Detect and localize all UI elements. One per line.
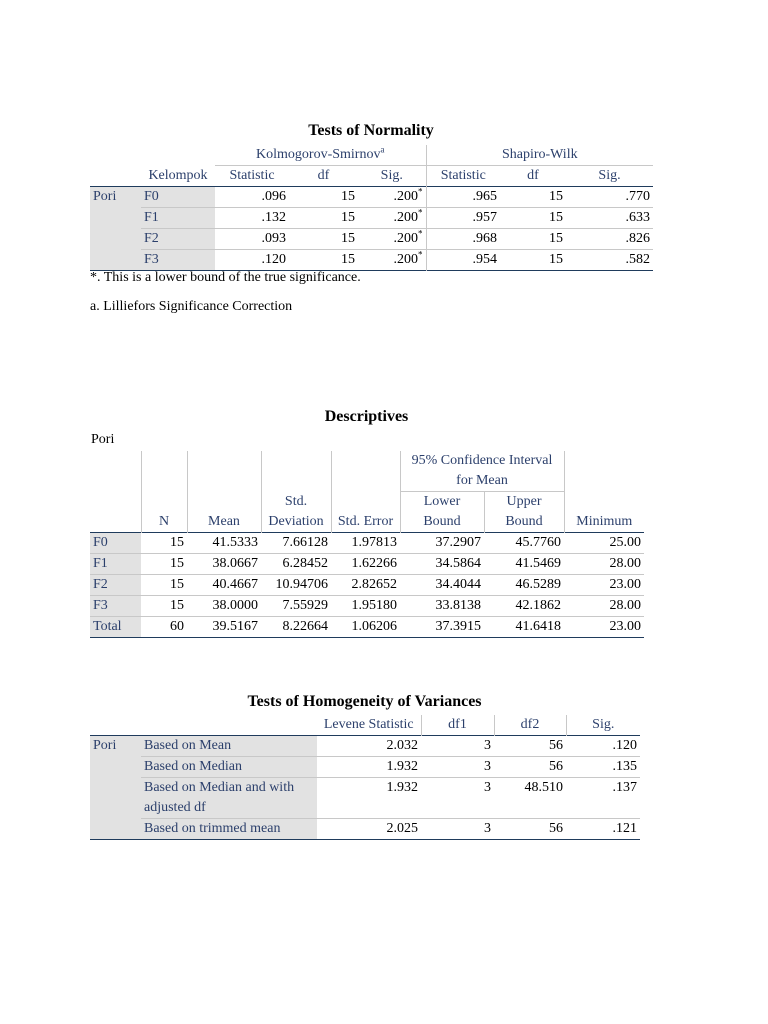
- cell: 15: [341, 231, 355, 246]
- col-header: Std.: [261, 492, 331, 513]
- row-label: F0: [90, 533, 141, 554]
- table-row: [90, 554, 644, 575]
- col-header: Sig.: [566, 715, 640, 736]
- col-header: df1: [421, 715, 494, 736]
- cell: 15: [170, 556, 184, 571]
- row-label: Pori: [90, 736, 141, 840]
- col-header: Sig.: [566, 166, 653, 187]
- col-header: Std. Error: [331, 512, 400, 533]
- cell: 6.28452: [282, 556, 328, 571]
- table-row: [90, 187, 653, 208]
- cell: .200*: [393, 186, 423, 204]
- cell: 7.66128: [282, 535, 328, 550]
- homogeneity-table: [90, 715, 640, 840]
- col-header: Minimum: [564, 512, 644, 533]
- col-header: Bound: [400, 512, 484, 533]
- table-row: [90, 533, 644, 554]
- cell: 3: [484, 780, 491, 795]
- cell: 34.5864: [435, 556, 481, 571]
- cell: .120: [261, 252, 286, 267]
- cell: 10.94706: [275, 577, 328, 592]
- ci-header: for Mean: [400, 471, 564, 492]
- cell: .120: [612, 738, 637, 753]
- cell: 2.032: [386, 738, 418, 753]
- cell: 28.00: [609, 556, 642, 571]
- cell: 2.82652: [351, 577, 397, 592]
- group-label: F3: [141, 250, 215, 271]
- col-header: df2: [494, 715, 566, 736]
- sw-header: Shapiro-Wilk: [426, 145, 653, 166]
- cell: 15: [549, 189, 563, 204]
- cell: 15: [170, 577, 184, 592]
- cell: 37.3915: [435, 619, 481, 634]
- cell: 1.95180: [351, 598, 397, 613]
- table-row: [90, 250, 653, 271]
- col-header: N: [141, 512, 187, 533]
- group-label: F1: [141, 208, 215, 229]
- desc-header-row-3: [90, 492, 644, 513]
- cell: 1.06206: [351, 619, 397, 634]
- cell: 15: [549, 252, 563, 267]
- footnote-lilliefors: a. Lilliefors Significance Correction: [90, 299, 293, 314]
- cell: 46.5289: [515, 577, 562, 592]
- row-label: F1: [90, 554, 141, 575]
- cell: .826: [625, 231, 651, 246]
- cell: 56: [549, 759, 563, 774]
- cell: .137: [612, 780, 637, 795]
- col-header: df: [500, 166, 566, 187]
- cell: 7.55929: [282, 598, 328, 613]
- cell: 48.510: [524, 780, 563, 795]
- method-label: Based on Mean: [141, 736, 317, 757]
- cell: 33.8138: [435, 598, 481, 613]
- cell: .132: [261, 210, 286, 225]
- cell: 23.00: [609, 577, 642, 592]
- cell: 1.62266: [351, 556, 397, 571]
- cell: 38.0000: [212, 598, 258, 613]
- cell: .954: [426, 250, 500, 271]
- cell: 1.97813: [351, 535, 397, 550]
- homog-header-row: [90, 715, 640, 736]
- cell: .121: [612, 821, 637, 836]
- cell: 15: [549, 231, 563, 246]
- cell: 3: [484, 759, 491, 774]
- col-header: Statistic: [215, 166, 289, 187]
- cell: 23.00: [609, 619, 642, 634]
- cell: 34.4044: [435, 577, 481, 592]
- cell: .957: [426, 208, 500, 229]
- cell: .968: [426, 229, 500, 250]
- cell: .093: [261, 231, 286, 246]
- descriptives-variable: Pori: [91, 432, 115, 447]
- normality-header-row-1: [90, 145, 653, 166]
- cell: 39.5167: [212, 619, 258, 634]
- method-label: Based on Median and with: [141, 778, 317, 799]
- cell: 25.00: [609, 535, 642, 550]
- col-header: Upper: [484, 492, 564, 513]
- normality-title: Tests of Normality: [308, 122, 434, 139]
- cell: 41.6418: [515, 619, 562, 634]
- group-header: Kelompok: [148, 167, 208, 183]
- table-row: [90, 778, 640, 799]
- cell: 15: [170, 535, 184, 550]
- cell: 41.5333: [212, 535, 258, 550]
- cell: .633: [625, 210, 651, 225]
- cell: .135: [612, 759, 637, 774]
- row-label: F3: [90, 596, 141, 617]
- cell: .770: [625, 189, 651, 204]
- col-header: Sig.: [358, 166, 426, 187]
- group-label: F2: [141, 229, 215, 250]
- cell: 15: [170, 598, 184, 613]
- table-row: [90, 617, 644, 638]
- desc-header-row-2: [90, 471, 644, 492]
- cell: 56: [549, 738, 563, 753]
- descriptives-table: [90, 451, 644, 638]
- desc-header-row-4: [90, 512, 644, 533]
- method-label: adjusted df: [141, 798, 317, 819]
- ks-header: Kolmogorov-Smirnov$^a$: [256, 144, 385, 162]
- cell: 37.2907: [435, 535, 481, 550]
- col-header: df: [289, 166, 358, 187]
- ci-header: 95% Confidence Interval: [400, 451, 564, 471]
- table-row: [90, 208, 653, 229]
- cell: 60: [170, 619, 184, 634]
- descriptives-title: Descriptives: [324, 408, 409, 425]
- desc-header-row-1: [90, 451, 644, 471]
- method-label: Based on Median: [141, 757, 317, 778]
- cell: 38.0667: [212, 556, 258, 571]
- cell: 15: [341, 252, 355, 267]
- col-header: Levene Statistic: [323, 717, 414, 732]
- cell: 2.025: [386, 821, 418, 836]
- row-label: Total: [90, 617, 141, 638]
- cell: 56: [549, 821, 563, 836]
- cell: .582: [625, 252, 651, 267]
- cell: .965: [426, 187, 500, 208]
- table-row: [90, 819, 640, 840]
- table-row: [90, 596, 644, 617]
- cell: 42.1862: [515, 598, 562, 613]
- cell: 1.932: [386, 780, 418, 795]
- cell: .200*: [393, 249, 423, 267]
- col-header: Lower: [400, 492, 484, 513]
- cell: 15: [341, 189, 355, 204]
- col-header: Bound: [484, 512, 564, 533]
- table-row: [90, 229, 653, 250]
- table-row: [90, 757, 640, 778]
- cell: 45.7760: [515, 535, 562, 550]
- row-label: Pori: [90, 187, 141, 271]
- cell: 41.5469: [515, 556, 562, 571]
- col-header: Statistic: [426, 166, 500, 187]
- cell: .200*: [393, 228, 423, 246]
- cell: 28.00: [609, 598, 642, 613]
- cell: 40.4667: [212, 577, 258, 592]
- table-row: [90, 575, 644, 596]
- cell: 8.22664: [282, 619, 328, 634]
- cell: .096: [261, 189, 286, 204]
- normality-table: [90, 145, 653, 271]
- cell: 1.932: [386, 759, 418, 774]
- method-label: Based on trimmed mean: [141, 819, 317, 840]
- row-label: F2: [90, 575, 141, 596]
- homogeneity-title: Tests of Homogeneity of Variances: [247, 693, 482, 710]
- cell: 15: [341, 210, 355, 225]
- cell: .200*: [393, 207, 423, 225]
- cell: 15: [549, 210, 563, 225]
- col-header: Deviation: [261, 512, 331, 533]
- normality-header-row-2: [90, 166, 653, 187]
- footnote-lower-bound: *. This is a lower bound of the true significance.: [90, 270, 361, 285]
- cell: 3: [484, 821, 491, 836]
- cell: 3: [484, 738, 491, 753]
- group-label: F0: [141, 187, 215, 208]
- table-row: [90, 736, 640, 757]
- table-row-continuation: [90, 798, 640, 819]
- col-header: Mean: [187, 512, 261, 533]
